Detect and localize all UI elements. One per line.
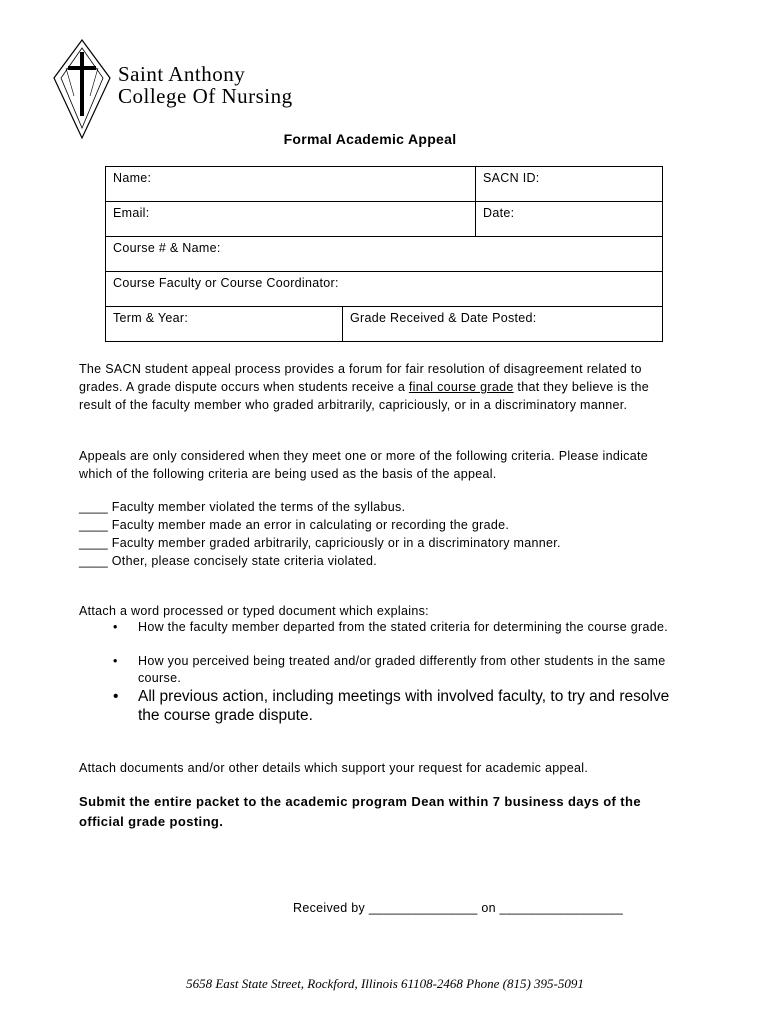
submit-instructions: Submit the entire packet to the academic program Dean within 7 business days of the official grade posting.	[79, 794, 641, 829]
logo-text-line1: Saint Anthony	[118, 62, 246, 86]
bullet-item	[113, 653, 673, 687]
date-field[interactable]	[476, 202, 663, 237]
attach-docs-text: Attach documents and/or other details which support your request for academic appeal.	[79, 761, 589, 775]
bullet-icon: •	[113, 654, 118, 668]
bullet-text: How you perceived being treated and/or graded differently from other students in the same course.	[138, 654, 666, 685]
sacn-id-label: SACN ID:	[483, 171, 540, 185]
address-footer: 5658 East State Street, Rockford, Illinois 61108-2468 Phone (815) 395-5091	[186, 976, 584, 991]
faculty-label: Course Faculty or Course Coordinator:	[113, 276, 339, 290]
criteria-intro: Appeals are only considered when they meet one or more of the following criteria. Please indicate which of the following criteria are being used as the basis of the appeal.	[79, 449, 648, 481]
intro-paragraph	[79, 360, 679, 414]
email-label: Email:	[113, 206, 150, 220]
name-label: Name:	[113, 171, 152, 185]
intro-underlined-text: final course grade	[408, 380, 514, 394]
criteria-item[interactable]: ____ Faculty member graded arbitrarily, capriciously or in a discriminatory manner.	[79, 536, 561, 550]
bullet-item	[113, 619, 673, 636]
name-field[interactable]	[106, 167, 476, 202]
logo-text-line2: College Of Nursing	[118, 84, 293, 108]
sacn-id-field[interactable]	[476, 167, 663, 202]
attach-intro: Attach a word processed or typed document which explains:	[79, 604, 429, 618]
faculty-field[interactable]	[106, 272, 663, 307]
course-field[interactable]	[106, 237, 663, 272]
bullet-text: How the faculty member departed from the stated criteria for determining the course grade.	[138, 620, 669, 634]
term-label: Term & Year:	[113, 311, 189, 325]
document-title: Formal Academic Appeal	[283, 131, 457, 147]
criteria-list	[79, 498, 679, 570]
term-field[interactable]	[106, 307, 343, 342]
email-field[interactable]	[106, 202, 476, 237]
bullet-text: All previous action, including meetings with involved faculty, to try and resolve the course grade dispute.	[138, 688, 670, 724]
bullet-icon: •	[113, 688, 119, 705]
intro-text-1: The SACN student appeal process provides a forum for fair resolution of disagreement related to grades. A grade dispute occurs when students receive a	[79, 362, 642, 394]
intro-text-2: that they believe is the result of the faculty member who graded arbitrarily, capriciously, or in a discriminatory manner.	[79, 380, 650, 412]
grade-field[interactable]	[343, 307, 663, 342]
criteria-item[interactable]: ____ Faculty member violated the terms of the syllabus.	[79, 500, 406, 514]
bullet-icon: •	[113, 620, 118, 634]
date-label: Date:	[483, 206, 515, 220]
criteria-item[interactable]: ____ Other, please concisely state criteria violated.	[79, 554, 377, 568]
criteria-item[interactable]: ____ Faculty member made an error in calculating or recording the grade.	[79, 518, 510, 532]
bullet-item	[113, 687, 673, 725]
grade-label: Grade Received & Date Posted:	[350, 311, 537, 325]
received-by-line[interactable]: Received by _______________ on _________________	[293, 901, 623, 915]
course-label: Course # & Name:	[113, 241, 221, 255]
appeal-info-table	[105, 166, 663, 342]
